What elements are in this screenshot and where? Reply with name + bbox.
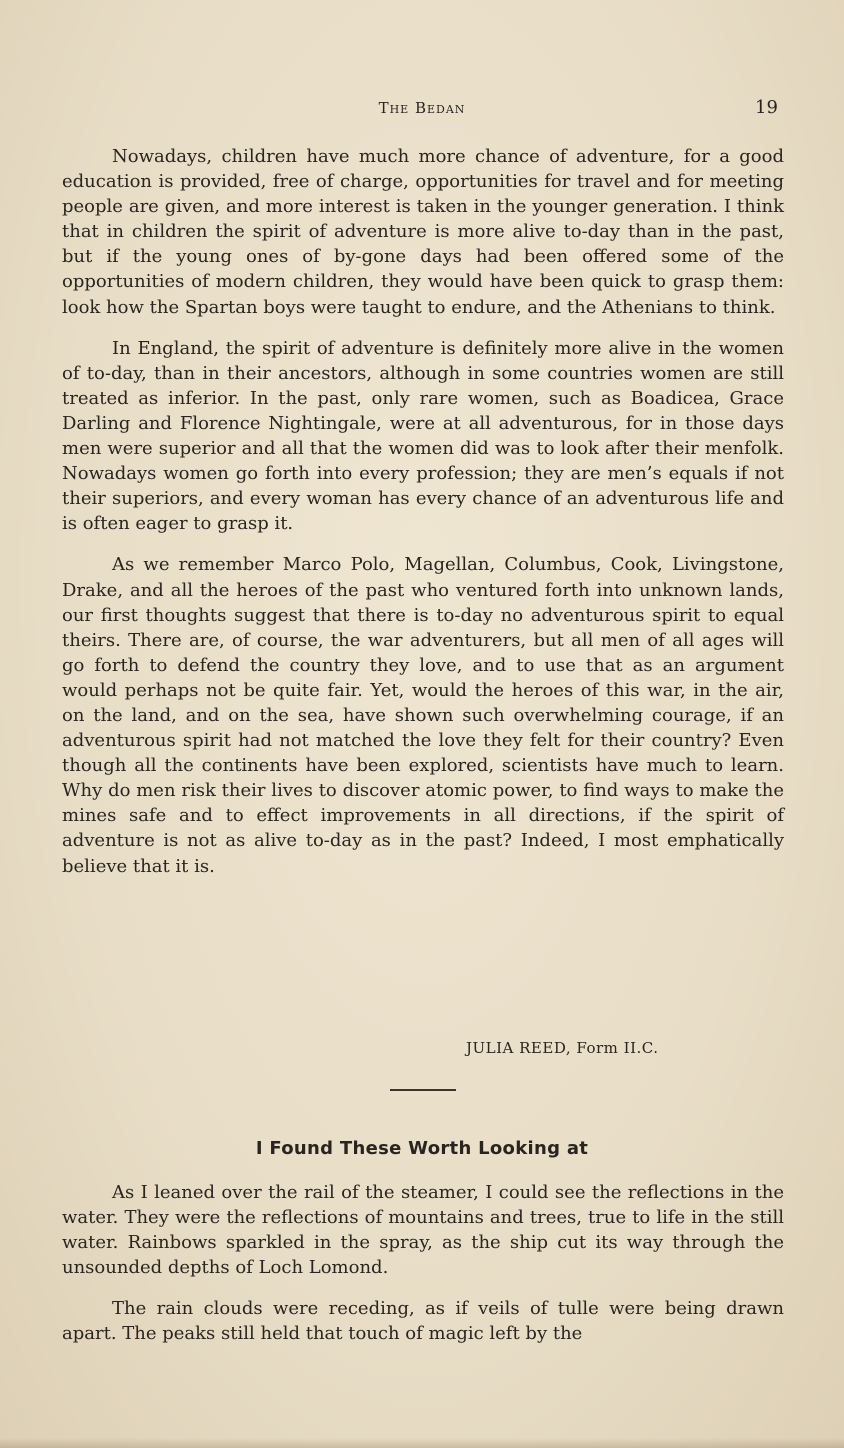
essay-paragraph: Nowadays, children have much more chance of adventure, for a good education is provided, free of charge, opportunities for travel and for meeting people are given, and more interest is taken in the younger generation. I think that in children the spirit of adventure is more alive to-day than in the past, but if the young ones of by-gone days had been offered some of the opportunities of modern children, they would have been quick to grasp them: look how the Spartan boys were taught to endure, and the Athenians to think. [62, 146, 784, 318]
essay-paragraph: In England, the spirit of adventure is definitely more alive in the women of to-day, than in their ancestors, although in some countries women are still treated as inferior. In the past, only rare women, such as Boadicea, Grace Darling and Florence Nightingale, were at all adventurous, for in those days men were superior and all that the women did was to look after their menfolk. Nowadays women go forth into every profession; they are men’s equals if not their superiors, and every woman has every chance of an adventurous life and is often eager to grasp it. [62, 337, 784, 535]
page-number: 19 [755, 97, 778, 118]
section-paragraph: As I leaned over the rail of the steamer, I could see the reflections in the water. They were the reflections of mountains and trees, true to life in the still water. Rainbows sparkled in the spray, as the ship cut its way through the unsounded depths of Loch Lomond. [62, 1182, 784, 1279]
section-paragraph: The rain clouds were receding, as if veils of tulle were being drawn apart. The peaks still held that touch of magic left by the [62, 1298, 784, 1345]
essay-body [62, 144, 784, 879]
section-heading: I Found These Worth Looking at [255, 1138, 589, 1159]
author-signature: JULIA REED, Form II.C. [466, 1039, 659, 1057]
section-body [62, 1180, 784, 1347]
section-divider [390, 1089, 456, 1091]
running-title: The Bedan [378, 99, 466, 117]
essay-paragraph: As we remember Marco Polo, Magellan, Columbus, Cook, Livingstone, Drake, and all the heroes of the past who ventured forth into unknown lands, our first thoughts suggest that there is to-day no adventurous spirit to equal theirs. There are, of course, the war adventurers, but all men of all ages will go forth to defend the country they love, and to use that as an argument would perhaps not be quite fair. Yet, would the heroes of this war, in the air, on the land, and on the sea, have shown such overwhelming courage, if an adventurous spirit had not matched the love they felt for their country? Even though all the continents have been explored, scientists have much to learn. Why do men risk their lives to discover atomic power, to find ways to make the mines safe and to effect improvements in all directions, if the spirit of adventure is not as alive to-day as in the past? Indeed, I most emphatically believe that it is. [62, 554, 784, 877]
page-edge-shadow [0, 1438, 844, 1448]
page-header [0, 97, 844, 127]
